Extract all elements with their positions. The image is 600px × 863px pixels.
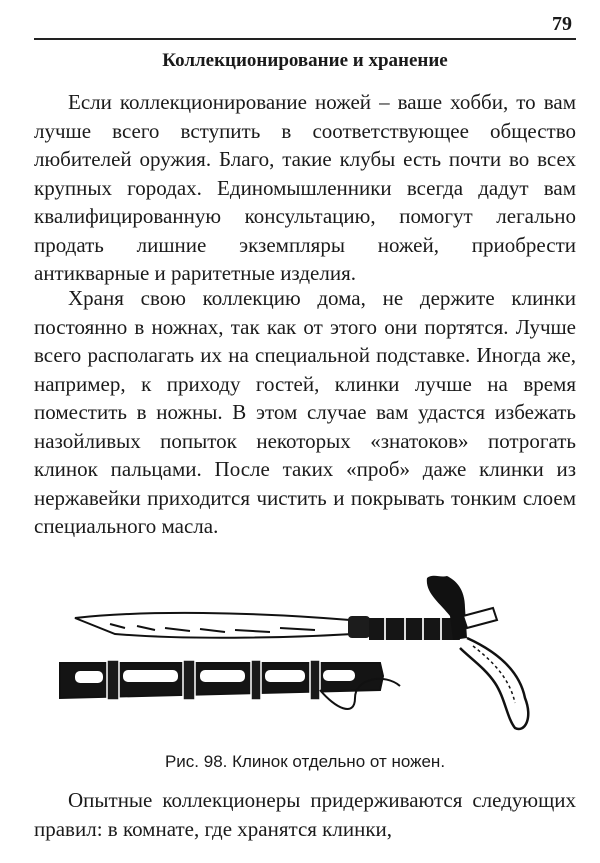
section-title: Коллекционирование и хранение — [162, 50, 448, 71]
scabbard-window — [123, 670, 178, 682]
fur-tassel — [460, 638, 528, 729]
header-rule — [34, 38, 576, 40]
scabbard-window — [265, 670, 305, 682]
guard — [348, 616, 370, 638]
knife-illustration — [55, 568, 565, 738]
page-number: 79 — [552, 13, 572, 35]
scabbard-mount — [107, 660, 119, 700]
scabbard-mount — [183, 660, 195, 700]
scabbard-window — [200, 670, 245, 682]
knife-figure — [55, 568, 565, 738]
handle — [369, 618, 460, 640]
scabbard-mount — [310, 660, 320, 700]
paragraph-1: Если коллекционирование ножей – ваше хобби, то вам лучше всего вступить в соответствующее общество любителей оружия. Благо, такие клубы есть почти во всех крупных городах. Единомышленники всегда дадут вам квалифицированную консультацию, помогут легально продать лишние экземпляры ножей, приобрести антикварные и раритетные изделия. — [34, 90, 576, 285]
paragraph-2: Храня свою коллекцию дома, не держите клинки постоянно в ножнах, так как от этого они портятся. Лучше всего располагать их на специальной подставке. Иногда же, например, к приходу гостей, клинки лучше на время поместить в ножны. В этом случае вам удастся избежать назойливых попыток некоторых «знатоков» потрогать клинок пальцами. После таких «проб» даже клинки из нержавейки приходится чистить и покрывать тонким слоем специального масла. — [34, 286, 576, 538]
scabbard-window — [75, 671, 103, 683]
scabbard-mount — [251, 660, 261, 700]
figure-caption: Рис. 98. Клинок отдельно от ножен. — [164, 752, 446, 771]
paragraph-3: Опытные коллекционеры придерживаются следующих правил: в комнате, где хранятся клинки, — [34, 788, 576, 841]
tassel-tag — [463, 608, 497, 628]
scabbard-window — [323, 670, 355, 681]
